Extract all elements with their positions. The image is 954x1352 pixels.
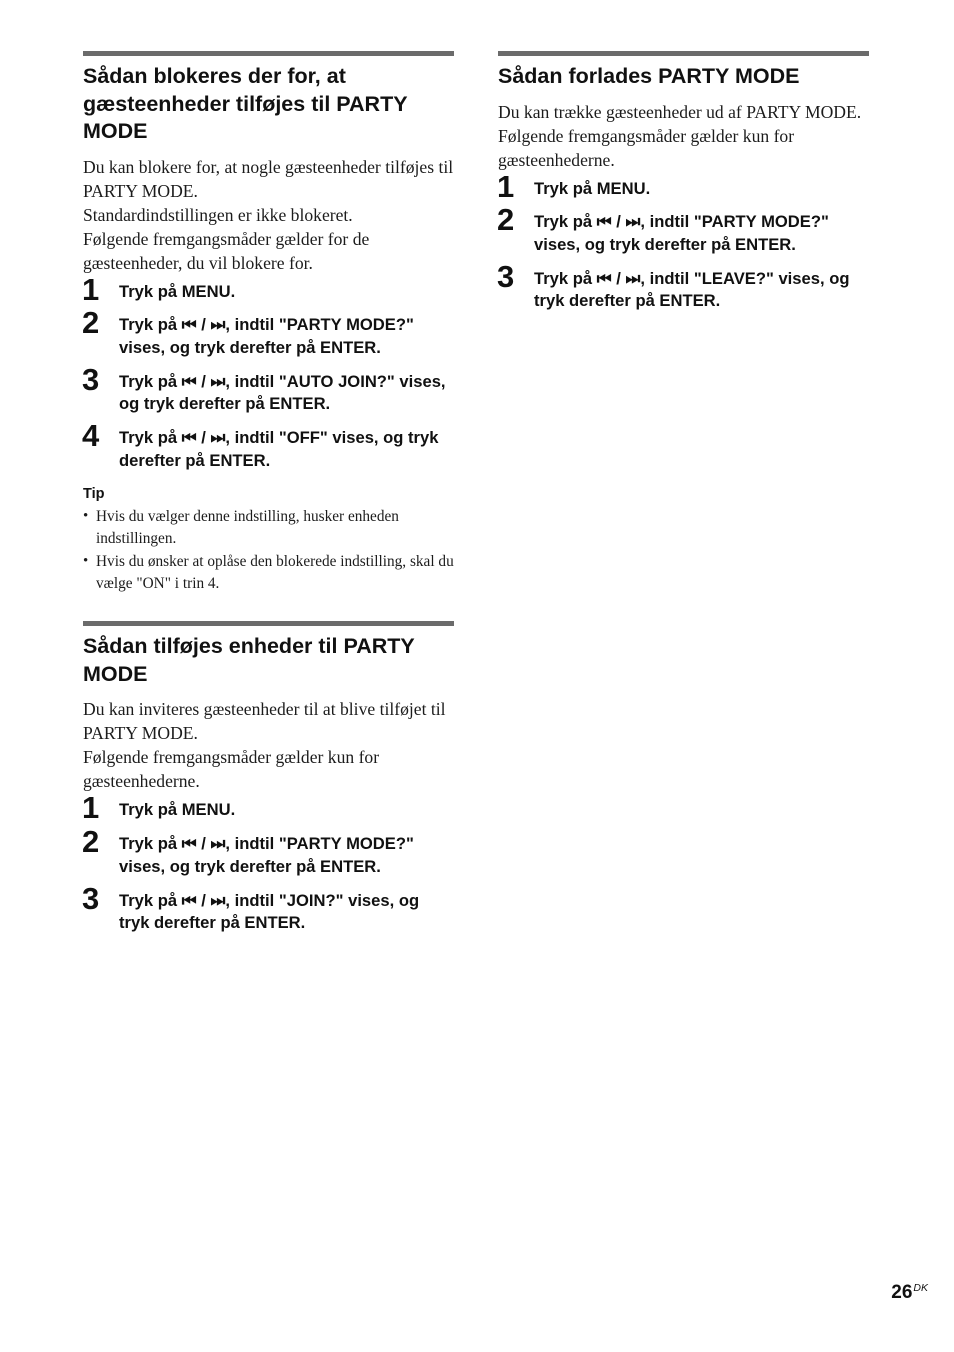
step-item <box>82 824 454 878</box>
section-title: Sådan tilføjes enheder til PARTY MODE <box>83 634 415 686</box>
tip-item <box>83 551 454 594</box>
section-title: Sådan forlades PARTY MODE <box>498 64 800 88</box>
step-number: 2 <box>82 305 100 341</box>
step-number: 3 <box>497 258 515 294</box>
step-number: 1 <box>82 790 100 826</box>
step-item <box>82 880 454 935</box>
section-rule <box>83 51 454 56</box>
step-list <box>497 168 869 314</box>
section-add-devices <box>83 621 454 935</box>
page-number-value: 26 <box>891 1282 913 1303</box>
step-item <box>82 418 454 472</box>
step-text: Tryk på ⏮ / ⏭, indtil "LEAVE?" vises, og tryk derefter på ENTER. <box>534 268 850 311</box>
step-item <box>497 202 869 256</box>
intro-paragraph: Du kan trække gæsteenheder ud af PARTY MODE. <box>498 101 862 122</box>
step-text: Tryk på MENU. <box>534 178 651 198</box>
tip-text: Hvis du vælger denne indstilling, husker enheden indstillingen. <box>96 508 399 547</box>
section-intro <box>498 100 869 172</box>
step-list <box>82 271 454 473</box>
step-list <box>82 790 454 935</box>
step-number: 3 <box>82 361 100 397</box>
step-item <box>497 258 869 313</box>
step-item <box>82 361 454 416</box>
intro-paragraph: Følgende fremgangsmåder gælder for de gæsteenheder, du vil blokere for. <box>83 228 370 273</box>
step-number: 1 <box>497 168 515 204</box>
step-number: 2 <box>497 202 515 238</box>
step-text: Tryk på ⏮ / ⏭, indtil "JOIN?" vises, og tryk derefter på ENTER. <box>119 890 420 933</box>
section-rule <box>498 51 869 56</box>
bullet-icon: • <box>83 508 89 525</box>
step-item <box>82 305 454 359</box>
intro-paragraph: Følgende fremgangsmåder gælder kun for gæsteenhederne. <box>498 125 795 170</box>
step-text: Tryk på ⏮ / ⏭, indtil "OFF" vises, og tryk derefter på ENTER. <box>119 428 439 470</box>
page-number <box>891 1282 928 1304</box>
step-text: Tryk på ⏮ / ⏭, indtil "AUTO JOIN?" vises, og tryk derefter på ENTER. <box>119 371 446 414</box>
step-text: Tryk på ⏮ / ⏭, indtil "PARTY MODE?" vises, og tryk derefter på ENTER. <box>119 834 414 876</box>
tip-title: Tip <box>83 486 105 503</box>
section-block-guests <box>83 51 454 594</box>
intro-paragraph: Følgende fremgangsmåder gælder kun for gæsteenhederne. <box>83 747 380 792</box>
step-item <box>497 168 869 204</box>
step-number: 4 <box>82 418 100 454</box>
step-text: Tryk på ⏮ / ⏭, indtil "PARTY MODE?" vises, og tryk derefter på ENTER. <box>534 212 829 254</box>
intro-paragraph: Du kan blokere for, at nogle gæsteenheder tilføjes til PARTY MODE. <box>83 156 454 201</box>
right-column <box>498 51 869 324</box>
step-item <box>82 271 454 307</box>
step-text: Tryk på MENU. <box>119 800 236 820</box>
tip-box <box>83 484 454 594</box>
step-text: Tryk på MENU. <box>119 281 236 301</box>
bullet-icon: • <box>83 553 89 570</box>
step-item <box>82 790 454 826</box>
section-intro <box>83 155 454 275</box>
section-rule <box>83 621 454 626</box>
section-title: Sådan blokeres der for, at gæsteenheder tilføjes til PARTY MODE <box>83 64 408 143</box>
step-text: Tryk på ⏮ / ⏭, indtil "PARTY MODE?" vises, og tryk derefter på ENTER. <box>119 315 414 357</box>
left-column <box>83 51 454 946</box>
step-number: 1 <box>82 271 100 307</box>
intro-paragraph: Du kan inviteres gæsteenheder til at blive tilføjet til PARTY MODE. <box>83 699 446 744</box>
intro-paragraph: Standardindstillingen er ikke blokeret. <box>83 204 353 225</box>
section-intro <box>83 697 454 793</box>
step-number: 2 <box>82 824 100 860</box>
tip-text: Hvis du ønsker at oplåse den blokerede indstilling, skal du vælge "ON" i trin 4. <box>96 553 454 592</box>
tip-item <box>83 506 454 549</box>
section-leave-party-mode <box>498 51 869 313</box>
step-number: 3 <box>82 880 100 916</box>
page-number-suffix: DK <box>913 1282 928 1294</box>
